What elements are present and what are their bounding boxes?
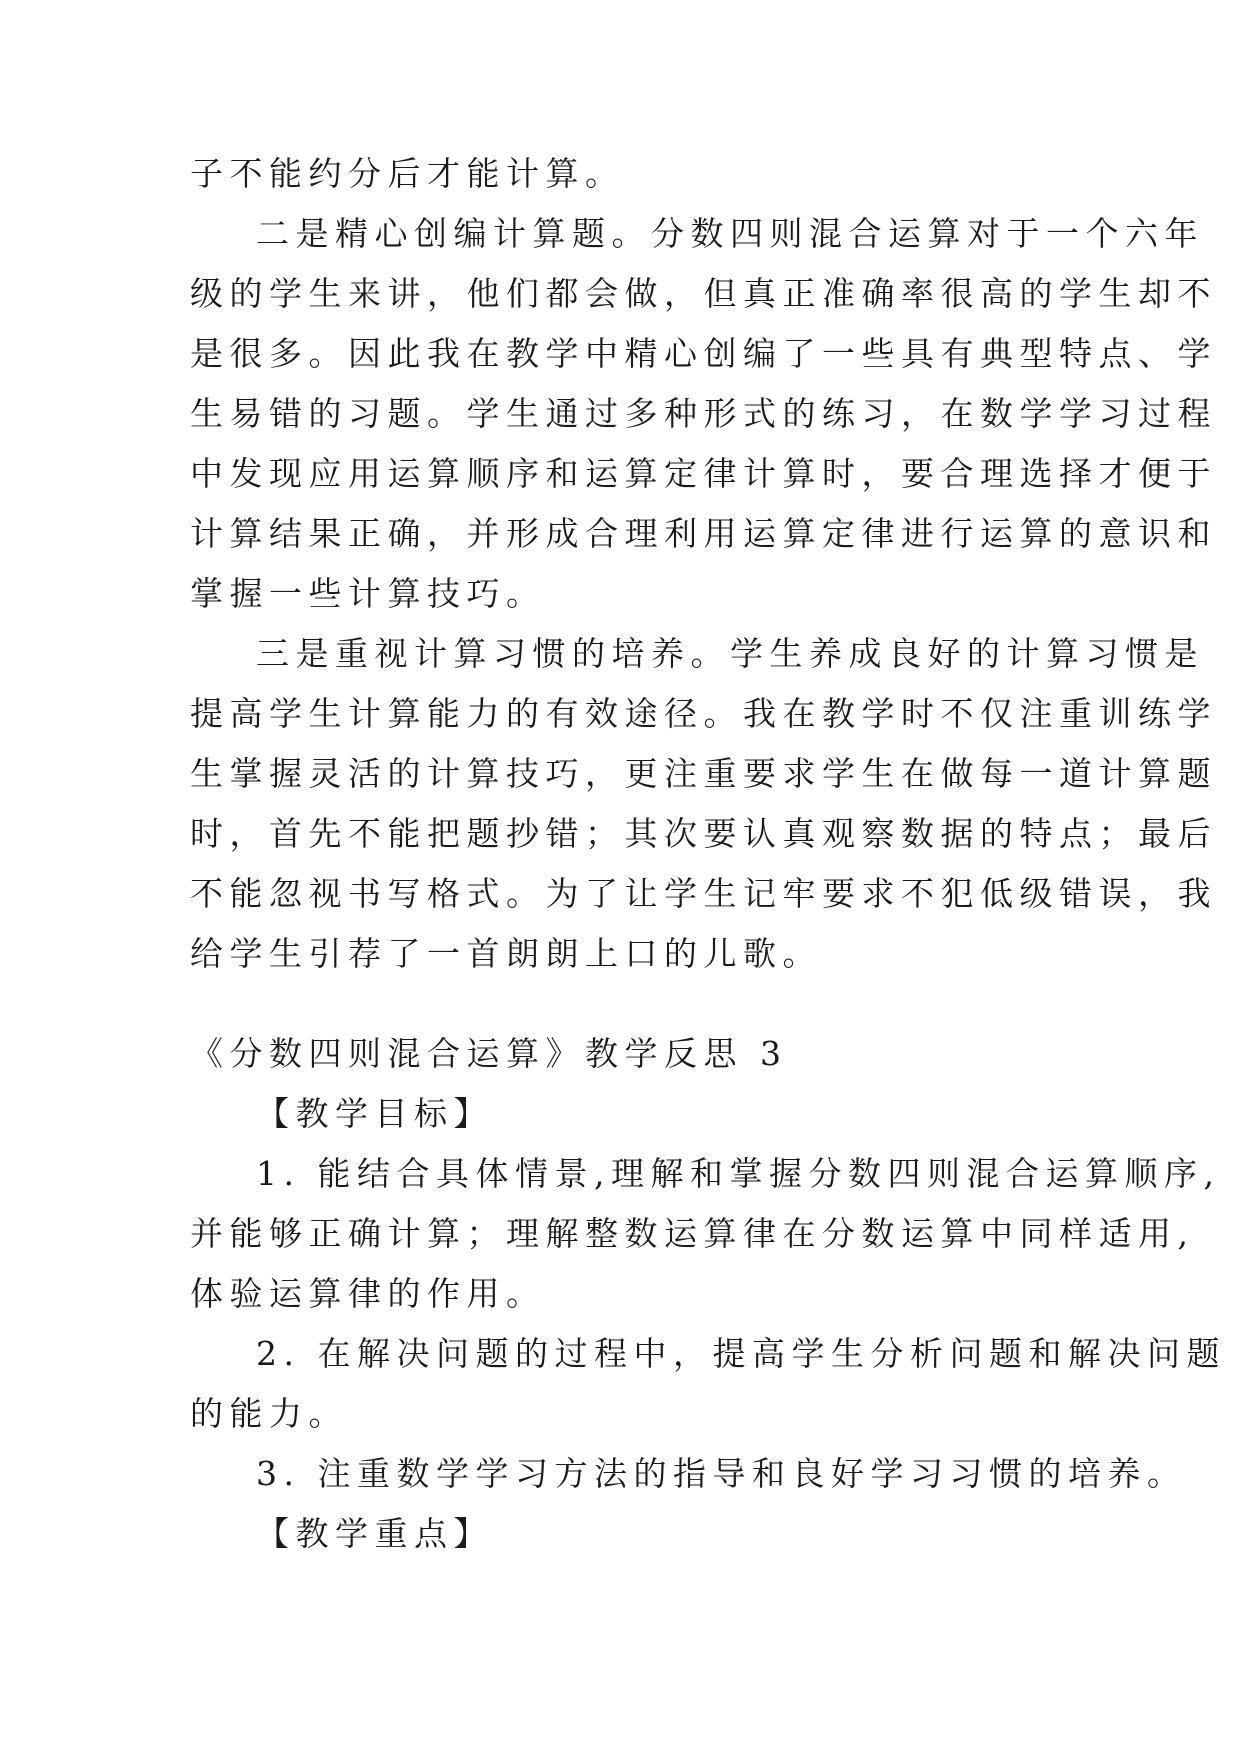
paragraph-line: 不能忽视书写格式。为了让学生记牢要求不犯低级错误，我	[190, 874, 1217, 913]
section-title: 《分数四则混合运算》教学反思 3	[190, 1034, 788, 1073]
paragraph-line: 2. 在解决问题的过程中，提高学生分析问题和解决问题	[256, 1334, 1226, 1373]
paragraph-line: 1. 能结合具体情景,理解和掌握分数四则混合运算顺序,	[256, 1154, 1221, 1193]
paragraph-line: 的能力。	[190, 1394, 348, 1433]
paragraph-line: 掌握一些计算技巧。	[190, 574, 546, 613]
paragraph-line: 是很多。因此我在教学中精心创编了一些具有典型特点、学	[190, 334, 1217, 373]
paragraph-line: 中发现应用运算顺序和运算定律计算时，要合理选择才便于	[190, 454, 1217, 493]
paragraph-line: 3. 注重数学学习方法的指导和良好学习习惯的培养。	[256, 1454, 1187, 1493]
section-heading: 【教学重点】	[256, 1514, 493, 1553]
paragraph-line: 给学生引荐了一首朗朗上口的儿歌。	[190, 934, 822, 973]
paragraph-line: 三是重视计算习惯的培养。学生养成良好的计算习惯是	[256, 634, 1204, 673]
paragraph-line: 生易错的习题。学生通过多种形式的练习，在数学学习过程	[190, 394, 1217, 433]
paragraph-line: 提高学生计算能力的有效途径。我在教学时不仅注重训练学	[190, 694, 1217, 733]
paragraph-line: 子不能约分后才能计算。	[190, 154, 625, 193]
paragraph-line: 时，首先不能把题抄错；其次要认真观察数据的特点；最后	[190, 814, 1217, 853]
paragraph-line: 并能够正确计算；理解整数运算律在分数运算中同样适用,	[190, 1214, 1195, 1253]
section-heading: 【教学目标】	[256, 1094, 493, 1133]
paragraph-line: 二是精心创编计算题。分数四则混合运算对于一个六年	[256, 214, 1204, 253]
paragraph-line: 级的学生来讲，他们都会做，但真正准确率很高的学生却不	[190, 274, 1217, 313]
paragraph-line: 生掌握灵活的计算技巧，更注重要求学生在做每一道计算题	[190, 754, 1217, 793]
paragraph-line: 计算结果正确，并形成合理利用运算定律进行运算的意识和	[190, 514, 1217, 553]
paragraph-line: 体验运算律的作用。	[190, 1274, 546, 1313]
